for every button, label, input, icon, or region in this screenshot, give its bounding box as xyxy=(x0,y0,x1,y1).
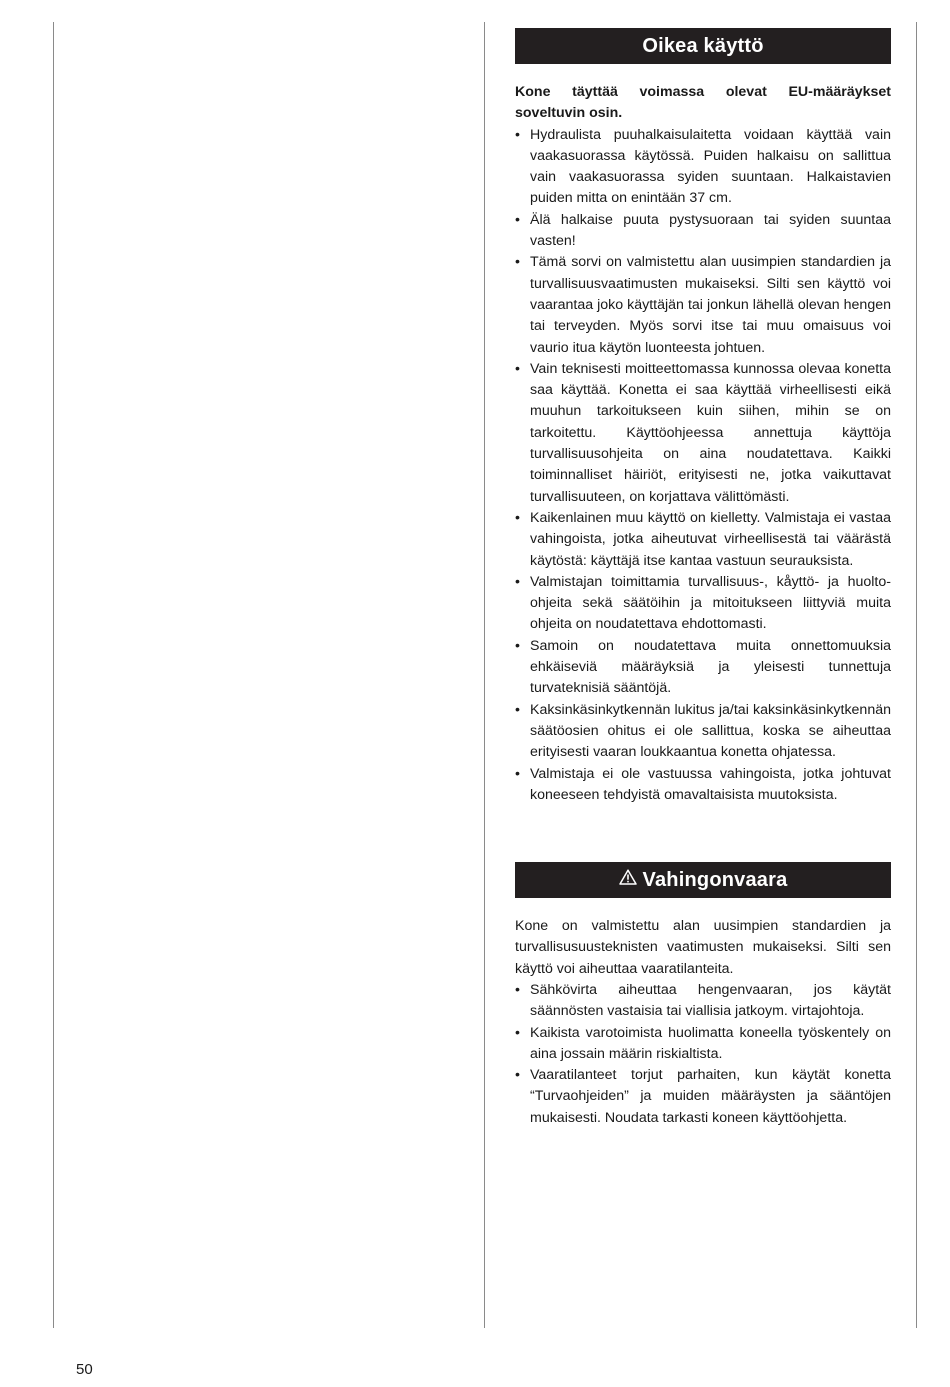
page-number: 50 xyxy=(76,1361,93,1378)
list-item: • Vaaratilanteet torjut parhaiten, kun käytät konetta “Turvaohjeiden” ja muiden määräysten ja sääntöjen mukaisesti. Noudata tarkasti koneen käyttöohjetta. xyxy=(515,1065,891,1129)
list-item: • Hydraulista puuhalkaisulaitetta voidaan käyttää vain vaakasuorassa käytössä. Puiden halkaisu on sallittua vain vaakasuorassa syiden suuntaan. Halkaistavien puiden mitta on enintään 37 cm. xyxy=(515,125,891,210)
center-column-rule xyxy=(484,22,485,1328)
list-item: • Kaikenlainen muu käyttö on kielletty. Valmistaja ei vastaa vahingoista, jotka aiheutuvat virheellisestä tai väärästä käytöstä: käyttäjä itse kantaa vastuun seurauksista. xyxy=(515,508,891,572)
section-heading-danger-text: Vahingonvaara xyxy=(642,869,788,892)
list-item: • Valmistajan toimittamia turvallisuus-, kåyttö- ja huolto-ohjeita sekä säätöihin ja mitoitukseen liittyviä muita ohjeita on noudatettava ehdottomasti. xyxy=(515,572,891,636)
list-item: • Vain teknisesti moitteettomassa kunnossa olevaa konetta saa käyttää. Konetta ei saa käyttää virheellisesti eikä muuhun tarkoitukseen kuin siihen, mihin se on tarkoitettu. Käyttöohjeessa annettuja käyttöja turvallisuusohjeita on aina noudatettava. Kaikki toiminnalliset häiriöt, erityisesti ne, jotka vaikuttavat turvallisuuteen, on korjattava välittömästi. xyxy=(515,359,891,508)
list-item: • Valmistaja ei ole vastuussa vahingoista, jotka johtuvat koneeseen tehdyistä omavaltaisista muutoksista. xyxy=(515,764,891,807)
right-margin-rule xyxy=(916,22,917,1328)
danger-list xyxy=(515,980,891,1129)
list-item: • Kaksinkäsinkytkennän lukitus ja/tai kaksinkäsinkytkennän säätöosien ohitus ei ole sallittua, koska se aiheuttaa erityisesti vaaran loukkaantua konetta ohjatessa. xyxy=(515,700,891,764)
list-item: • Tämä sorvi on valmistettu alan uusimpien standardien ja turvallisuusvaatimusten mukaiseksi. Silti sen käyttö voi vaarantaa joko käyttäjän tai jonkun lähellä olevan hengen tai terveyden. Myös sorvi itse tai muu omaisuus voi vaurio itua käytön luonteesta johtuen. xyxy=(515,252,891,358)
danger-intro: Kone on valmistettu alan uusimpien standardien ja turvallisusuusteknisten vaatimusten mukaiseksi. Silti sen käyttö voi aiheuttaa vaaratilanteita. xyxy=(515,918,891,977)
left-margin-rule xyxy=(53,22,54,1328)
section-heading-danger xyxy=(515,862,891,898)
section-heading-proper-use xyxy=(515,28,891,64)
right-text-column xyxy=(515,28,891,1129)
proper-use-list xyxy=(515,125,891,807)
section-heading-proper-use-text: Oikea käyttö xyxy=(642,35,764,57)
list-item: • Sähkövirta aiheuttaa hengenvaaran, jos käytät säännösten vastaisia tai viallisia jatkoym. virtajohtoja. xyxy=(515,980,891,1023)
list-item: • Samoin on noudatettava muita onnettomuuksia ehkäiseviä määräyksiä ja yleisesti tunnettuja turvateknisiä sääntöjä. xyxy=(515,636,891,700)
list-item: • Älä halkaise puuta pystysuoraan tai syiden suuntaa vasten! xyxy=(515,210,891,253)
proper-use-intro: Kone täyttää voimassa olevat EU-määräykset soveltuvin osin. xyxy=(515,84,891,122)
warning-triangle-icon xyxy=(619,861,637,897)
list-item: • Kaikista varotoimista huolimatta koneella työskentely on aina jossain määrin riskialtista. xyxy=(515,1023,891,1066)
